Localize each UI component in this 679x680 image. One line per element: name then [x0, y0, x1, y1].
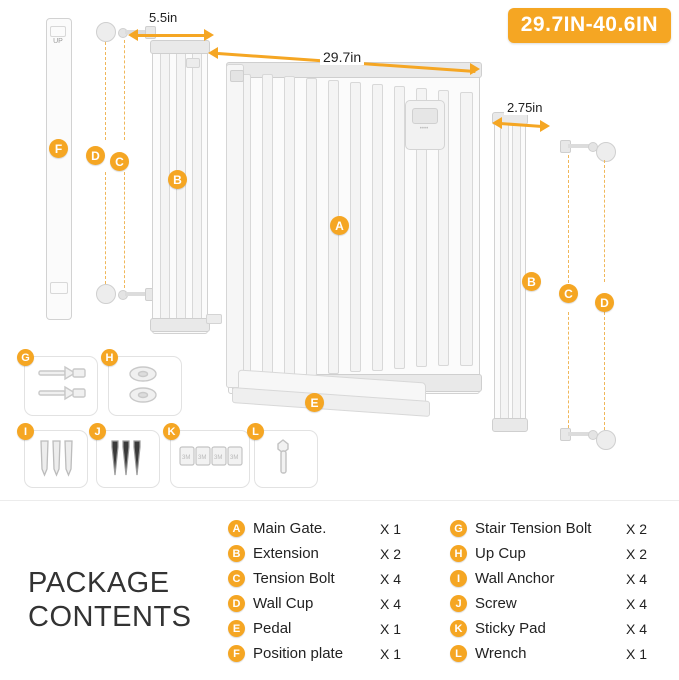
callout-d-left-text: D: [91, 148, 100, 163]
package-title-line2: CONTENTS: [28, 601, 192, 633]
position-plate-bottom-mark: [50, 282, 68, 294]
item-qty: X 4: [626, 620, 648, 637]
part-letter-g-text: G: [21, 351, 30, 364]
wall-cup-left-bottom: [96, 284, 116, 304]
item-letter: [450, 645, 467, 662]
leader-line-c-left-2: [124, 172, 125, 288]
item-letter: [228, 595, 245, 612]
callout-b-left-text: B: [173, 172, 182, 187]
item-qty: X 1: [626, 645, 648, 662]
contents-column-left: [228, 516, 428, 666]
extension-right-bottom-rail: [492, 418, 528, 432]
package-contents-title: [28, 566, 192, 634]
list-item: [228, 641, 428, 666]
callout-c-left: [110, 152, 129, 171]
item-qty: X 2: [626, 520, 648, 537]
extension-left-bar-1: [160, 46, 170, 330]
position-plate-up-label: [50, 26, 66, 46]
item-name: Wrench: [475, 645, 527, 662]
callout-c-right: [559, 284, 578, 303]
item-name: Position plate: [253, 645, 344, 662]
callout-b-right-text: B: [527, 274, 536, 289]
list-item: [228, 591, 428, 616]
dim-arrow-left-ext-left: [128, 29, 138, 41]
item-letter-text: E: [232, 622, 241, 635]
list-item: [450, 541, 670, 566]
gate-latch-button[interactable]: [412, 108, 438, 124]
leader-line-c-left: [124, 40, 125, 140]
callout-a-text: A: [335, 218, 344, 233]
part-box-j: [94, 425, 160, 488]
part-letter-h-text: H: [105, 351, 114, 364]
callout-f-text: F: [54, 141, 63, 156]
item-qty: X 4: [626, 595, 648, 612]
stair-tension-bolt-icon: [33, 363, 93, 409]
item-qty: X 1: [380, 645, 402, 662]
tension-bolt-left-bottom: [118, 288, 154, 299]
svg-text:3M: 3M: [198, 455, 207, 461]
extension-left-bar-3: [192, 46, 202, 330]
callout-e: [305, 393, 324, 412]
svg-text:3M: 3M: [182, 455, 191, 461]
callout-d-right-text: D: [600, 295, 609, 310]
item-qty: X 4: [380, 595, 402, 612]
item-letter: [228, 645, 245, 662]
dim-line-ext-left: [136, 34, 208, 37]
item-letter-text: K: [454, 622, 463, 635]
package-title-line1: PACKAGE: [28, 567, 170, 599]
dim-arrow-left-main: [208, 47, 218, 59]
list-item: [450, 616, 670, 641]
item-letter-text: A: [232, 522, 241, 535]
item-letter-text: J: [455, 597, 462, 610]
position-plate: [46, 18, 72, 320]
list-item: [450, 566, 670, 591]
item-letter-text: L: [455, 647, 462, 660]
extension-left-top-screw: [186, 58, 200, 68]
sticky-pad-icon: [176, 439, 246, 481]
item-letter-text: G: [454, 522, 463, 535]
leader-line-c-right: [568, 155, 569, 283]
main-gate-bar: [306, 78, 317, 376]
item-name: Wall Cup: [253, 595, 314, 612]
part-letter-i-text: I: [23, 425, 28, 438]
package-contents-section: [0, 500, 679, 680]
wall-cup-right-top: [596, 142, 616, 162]
part-letter-k: [163, 423, 180, 440]
tension-bolt-right-top: [560, 140, 596, 151]
item-letter: [228, 545, 245, 562]
list-item: [228, 616, 428, 641]
list-item: [228, 566, 428, 591]
callout-a: [330, 216, 349, 235]
size-range-badge: 29.7IN-40.6IN: [508, 8, 671, 43]
wall-cup-right-bottom: [596, 430, 616, 450]
extension-right: [494, 112, 526, 432]
item-name: Extension: [253, 545, 319, 562]
callout-f: [49, 139, 68, 158]
wall-cup-left-top: [96, 22, 116, 42]
item-qty: X 1: [380, 520, 402, 537]
dim-arrow-right-main: [470, 63, 480, 75]
leader-line-c-right-2: [568, 312, 569, 428]
dim-arrow-right-ext-left: [204, 29, 214, 41]
main-gate-hinge-top: [230, 70, 244, 82]
item-name: Sticky Pad: [475, 620, 546, 637]
list-item: [450, 591, 670, 616]
part-box-i: [23, 425, 88, 488]
item-letter-text: H: [454, 547, 463, 560]
callout-e-text: E: [310, 395, 319, 410]
item-letter-text: B: [232, 547, 241, 560]
main-gate-bar: [262, 74, 273, 380]
callout-d-left: [86, 146, 105, 165]
callout-c-left-text: C: [115, 154, 124, 169]
item-letter-text: C: [232, 572, 241, 585]
dim-label-ext-left: 5.5in: [146, 10, 180, 25]
item-name: Tension Bolt: [253, 570, 335, 587]
extension-left-top-rail: [150, 40, 210, 54]
main-gate-bar: [350, 82, 361, 372]
extension-right-bar-2: [512, 120, 521, 426]
leader-line-d-left-2: [105, 172, 106, 284]
item-name: Up Cup: [475, 545, 526, 562]
item-letter: [450, 545, 467, 562]
dim-arrow-right-ext-right: [540, 120, 550, 132]
item-letter: [450, 520, 467, 537]
item-qty: X 2: [380, 545, 402, 562]
item-letter-text: F: [233, 647, 240, 660]
item-letter: [450, 570, 467, 587]
list-item: [450, 516, 670, 541]
leader-line-d-right-2: [604, 312, 605, 430]
gate-brand-label: ••••: [419, 126, 429, 132]
main-gate-bar: [460, 92, 473, 366]
dim-label-ext-right: 2.75in: [504, 100, 545, 115]
contents-column-right: [450, 516, 670, 666]
list-item: [228, 516, 428, 541]
item-qty: X 1: [380, 620, 402, 637]
item-letter-text: D: [232, 597, 241, 610]
item-qty: X 4: [626, 570, 648, 587]
svg-text:3M: 3M: [230, 455, 239, 461]
part-letter-g: [17, 349, 34, 366]
wrench-icon: [261, 436, 313, 480]
callout-b-left: [168, 170, 187, 189]
item-name: Stair Tension Bolt: [475, 520, 592, 537]
callout-c-right-text: C: [564, 286, 573, 301]
item-qty: X 4: [380, 570, 402, 587]
item-letter-text: I: [456, 572, 461, 585]
item-letter: [228, 570, 245, 587]
item-letter: [228, 520, 245, 537]
extension-right-bar-1: [500, 120, 509, 426]
main-gate-bar: [284, 76, 295, 378]
extension-left-bottom-screw: [206, 314, 222, 324]
part-box-g: [21, 351, 98, 416]
dim-arrow-left-ext-right: [492, 117, 502, 129]
list-item: [450, 641, 670, 666]
svg-text:3M: 3M: [214, 455, 223, 461]
main-gate-hinge-post: [226, 64, 244, 388]
main-gate-bar: [372, 84, 383, 371]
pedal: [232, 368, 432, 416]
up-text: UP: [53, 38, 63, 45]
item-letter: [450, 620, 467, 637]
part-box-h: [105, 351, 182, 416]
item-qty: X 2: [626, 545, 648, 562]
screw-icon: [103, 437, 155, 481]
item-letter: [450, 595, 467, 612]
item-name: Main Gate.: [253, 520, 327, 537]
part-letter-k-text: K: [167, 425, 176, 438]
item-name: Pedal: [253, 620, 292, 637]
dim-label-main: 29.7in: [320, 49, 364, 65]
item-name: Wall Anchor: [475, 570, 555, 587]
leader-line-d-left: [105, 42, 106, 140]
item-letter: [228, 620, 245, 637]
up-cup-icon: [115, 362, 175, 410]
callout-d-right: [595, 293, 614, 312]
item-name: Screw: [475, 595, 517, 612]
part-box-k: [167, 425, 250, 488]
part-box-l: [252, 425, 318, 488]
tension-bolt-right-bottom: [560, 428, 596, 439]
list-item: [228, 541, 428, 566]
callout-b-right: [522, 272, 541, 291]
wall-anchor-icon: [31, 437, 83, 481]
part-letter-l-text: L: [252, 425, 259, 438]
extension-left-bottom-rail: [150, 318, 210, 332]
leader-line-d-right: [604, 160, 605, 282]
part-letter-j-text: J: [94, 425, 101, 438]
